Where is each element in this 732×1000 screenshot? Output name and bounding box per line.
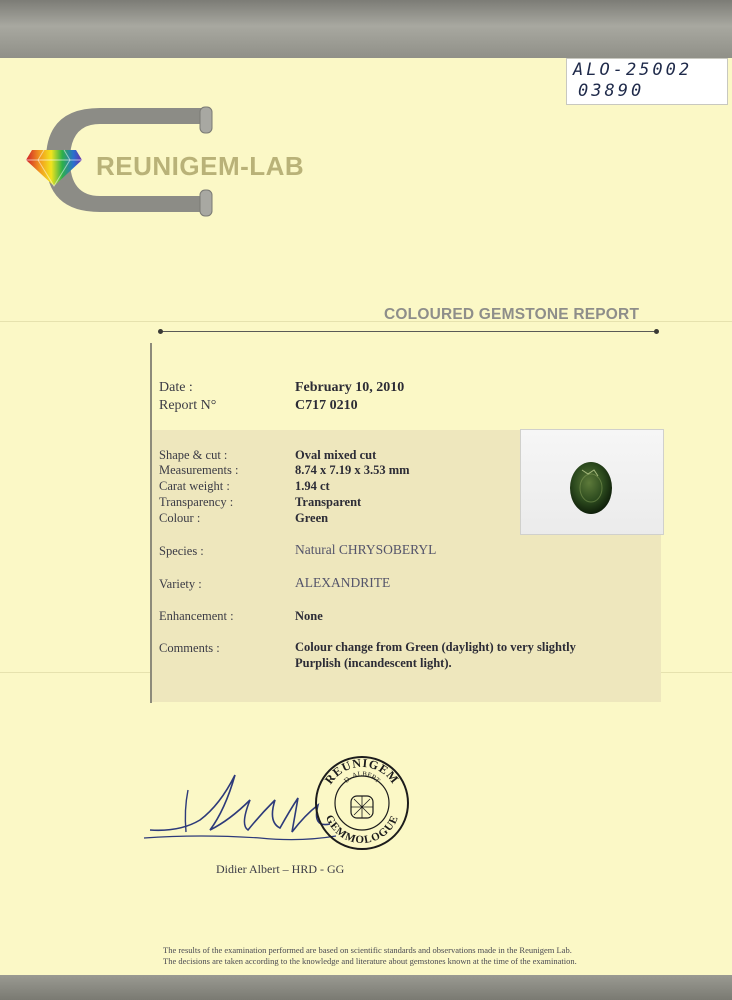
report-title: COLOURED GEMSTONE REPORT <box>384 306 640 323</box>
transparency-value: Transparent <box>295 495 362 509</box>
shape-value: Oval mixed cut <box>295 448 377 462</box>
carat-value: 1.94 ct <box>295 479 330 493</box>
handwritten-line-2: 03890 <box>578 81 645 101</box>
species-value: Natural CHRYSOBERYL <box>295 542 437 557</box>
colour-label: Colour : <box>159 511 201 525</box>
rule-end-dot <box>158 329 163 334</box>
measurements-value: 8.74 x 7.19 x 3.53 mm <box>295 463 410 477</box>
rule-end-dot <box>654 329 659 334</box>
rainbow-diamond-icon <box>24 146 84 188</box>
comments-line-1: Colour change from Green (daylight) to very slightly <box>295 640 576 654</box>
bottom-border-bar <box>0 975 732 1000</box>
variety-value: ALEXANDRITE <box>295 575 391 590</box>
species-label: Species : <box>159 544 204 558</box>
signature <box>140 760 340 860</box>
svg-text:REUNIGEM <box>322 756 402 787</box>
enhancement-label: Enhancement : <box>159 609 234 623</box>
comments-line-2: Purplish (incandescent light). <box>295 656 452 670</box>
colour-value: Green <box>295 511 329 525</box>
variety-label: Variety : <box>159 577 202 591</box>
lab-logo-c-icon <box>0 0 240 240</box>
report-number-value: C717 0210 <box>295 398 358 413</box>
shape-label: Shape & cut : <box>159 448 228 462</box>
measurements-label: Measurements : <box>159 463 239 477</box>
seal-top-text: REUNIGEM <box>321 755 403 787</box>
gemstone-image <box>568 460 614 516</box>
carat-label: Carat weight : <box>159 479 230 493</box>
enhancement-value: None <box>295 609 323 623</box>
seal-bottom-text: GEMMOLOGUE <box>322 813 402 847</box>
gemmologue-seal-stamp <box>312 750 412 856</box>
handwritten-line-1: ALO-25002 <box>573 60 693 80</box>
transparency-label: Transparency : <box>159 495 234 509</box>
disclaimer-line-1: The results of the examination performed are based on scientific standards and observations made in the Reunigem Lab. <box>163 945 572 955</box>
seal-inner-text: D. ALBERT <box>342 769 382 785</box>
comments-label: Comments : <box>159 641 220 655</box>
signer-name: Didier Albert – HRD - GG <box>216 862 345 876</box>
disclaimer-line-2: The decisions are taken according to the knowledge and literature about gemstones known at the time of the examination. <box>163 956 577 966</box>
date-label: Date : <box>159 380 193 395</box>
title-rule <box>160 331 656 332</box>
report-number-label: Report N° <box>159 398 217 413</box>
lab-name: REUNIGEM-LAB <box>96 151 305 181</box>
date-value: February 10, 2010 <box>295 380 405 395</box>
